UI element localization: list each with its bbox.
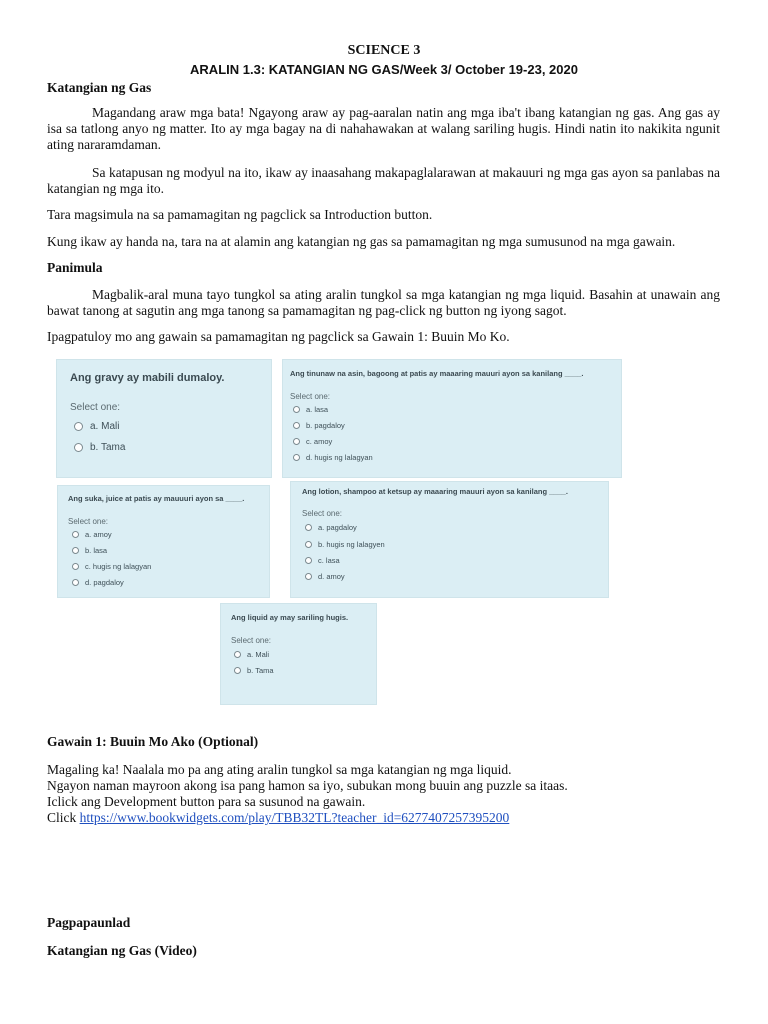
select-one-label: Select one: — [68, 517, 109, 526]
quiz-option[interactable]: b. hugis ng lalagyen — [305, 540, 385, 549]
radio-button[interactable] — [305, 524, 312, 531]
radio-button[interactable] — [72, 579, 79, 586]
quiz-option[interactable]: b. Tama — [234, 666, 274, 675]
section-heading-katangian: Katangian ng Gas — [47, 80, 152, 95]
radio-button[interactable] — [74, 443, 83, 452]
document-subtitle: ARALIN 1.3: KATANGIAN NG GAS/Week 3/ October 19-23, 2020 — [190, 62, 578, 77]
quiz-option[interactable]: b. Tama — [74, 442, 125, 453]
quiz-card-2 — [282, 359, 622, 478]
start-paragraph: Tara magsimula na sa pamamagitan ng pagclick sa Introduction button. — [47, 207, 433, 222]
objective-paragraph: Sa katapusan ng modyul na ito, ikaw ay inaasahang makapaglalarawan at makauuri ng mga gas ayon sa panlabas na katangian ng mga ito. — [47, 165, 720, 196]
quiz-option[interactable]: a. amoy — [72, 530, 112, 539]
intro-paragraph: Magandang araw mga bata! Ngayong araw ay pag-aaralan natin ang mga iba't ibang katangian ng gas. Ang gas ay isa sa tatlong anyo ng matter. Ito ay mga bagay na di nahahawakan at walang sariling hugis. Hindi natin ito nakikita ngunit ating nararamdaman. — [47, 105, 720, 152]
radio-button[interactable] — [72, 547, 79, 554]
select-one-label: Select one: — [290, 392, 331, 401]
quiz-option[interactable]: a. Mali — [74, 421, 119, 432]
radio-button[interactable] — [72, 563, 79, 570]
gawain-line-3: Iclick ang Development button para sa susunod na gawain. — [47, 794, 366, 809]
quiz-option[interactable]: c. amoy — [293, 437, 332, 446]
radio-button[interactable] — [234, 667, 241, 674]
section-heading-pagpapaunlad: Pagpapaunlad — [47, 915, 131, 930]
quiz-option[interactable]: c. hugis ng lalagyan — [72, 562, 151, 571]
quiz-option[interactable]: b. pagdaloy — [293, 421, 345, 430]
quiz-option[interactable]: d. pagdaloy — [72, 578, 124, 587]
radio-button[interactable] — [234, 651, 241, 658]
quiz-question: Ang gravy ay mabili dumaloy. — [70, 372, 225, 384]
document-title: SCIENCE 3 — [347, 43, 421, 58]
quiz-question: Ang liquid ay may sariling hugis. — [231, 613, 349, 622]
quiz-option[interactable]: a. lasa — [293, 405, 328, 414]
radio-button[interactable] — [293, 406, 300, 413]
quiz-question: Ang lotion, shampoo at ketsup ay maaaring mauuri ayon sa kanilang ____. — [302, 487, 568, 496]
radio-button[interactable] — [305, 573, 312, 580]
select-one-label: Select one: — [302, 509, 343, 518]
gawain-line-2: Ngayon naman mayroon akong isa pang hamon sa iyo, subukan mong buuin ang puzzle sa itaas. — [47, 778, 568, 793]
radio-button[interactable] — [293, 454, 300, 461]
radio-button[interactable] — [305, 541, 312, 548]
radio-button[interactable] — [293, 438, 300, 445]
quiz-option[interactable]: a. Mali — [234, 650, 269, 659]
bookwidgets-link[interactable]: https://www.bookwidgets.com/play/TBB32TL?teacher_id=6277407257395200 — [79, 810, 510, 825]
select-one-label: Select one: — [231, 636, 272, 645]
quiz-card-4 — [290, 481, 609, 598]
quiz-card-5 — [220, 603, 377, 705]
quiz-option[interactable]: b. lasa — [72, 546, 107, 555]
radio-button[interactable] — [72, 531, 79, 538]
radio-button[interactable] — [74, 422, 83, 431]
quiz-option[interactable]: c. lasa — [305, 556, 340, 565]
continue-paragraph: Ipagpatuloy mo ang gawain sa pamamagitan ng pagclick sa Gawain 1: Buuin Mo Ko. — [47, 329, 510, 344]
radio-button[interactable] — [305, 557, 312, 564]
quiz-question: Ang tinunaw na asin, bagoong at patis ay maaaring mauuri ayon sa kanilang ____. — [290, 369, 584, 378]
click-line — [47, 810, 509, 826]
quiz-card-1 — [56, 359, 272, 478]
quiz-option[interactable]: d. amoy — [305, 572, 345, 581]
ready-paragraph: Kung ikaw ay handa na, tara na at alamin ang katangian ng gas sa pamamagitan ng mga sumusunod na mga gawain. — [47, 234, 676, 249]
section-heading-gawain: Gawain 1: Buuin Mo Ako (Optional) — [47, 734, 259, 749]
gawain-line-1: Magaling ka! Naalala mo pa ang ating aralin tungkol sa mga katangian ng mga liquid. — [47, 762, 512, 777]
section-heading-panimula: Panimula — [47, 260, 103, 275]
click-label: Click — [47, 810, 80, 825]
select-one-label: Select one: — [70, 402, 121, 413]
quiz-option[interactable]: d. hugis ng lalagyan — [293, 453, 373, 462]
quiz-question: Ang suka, juice at patis ay mauuuri ayon sa ____. — [68, 494, 245, 503]
radio-button[interactable] — [293, 422, 300, 429]
review-paragraph: Magbalik-aral muna tayo tungkol sa ating aralin tungkol sa mga katangian ng mga liquid. Basahin at unawain ang bawat tanong at sagutin ang mga tanong sa pamamagitan ng pag-click ng button ng iyong sagot. — [47, 287, 720, 318]
quiz-card-3 — [57, 485, 270, 598]
quiz-option[interactable]: a. pagdaloy — [305, 523, 357, 532]
section-heading-video: Katangian ng Gas (Video) — [47, 943, 197, 958]
